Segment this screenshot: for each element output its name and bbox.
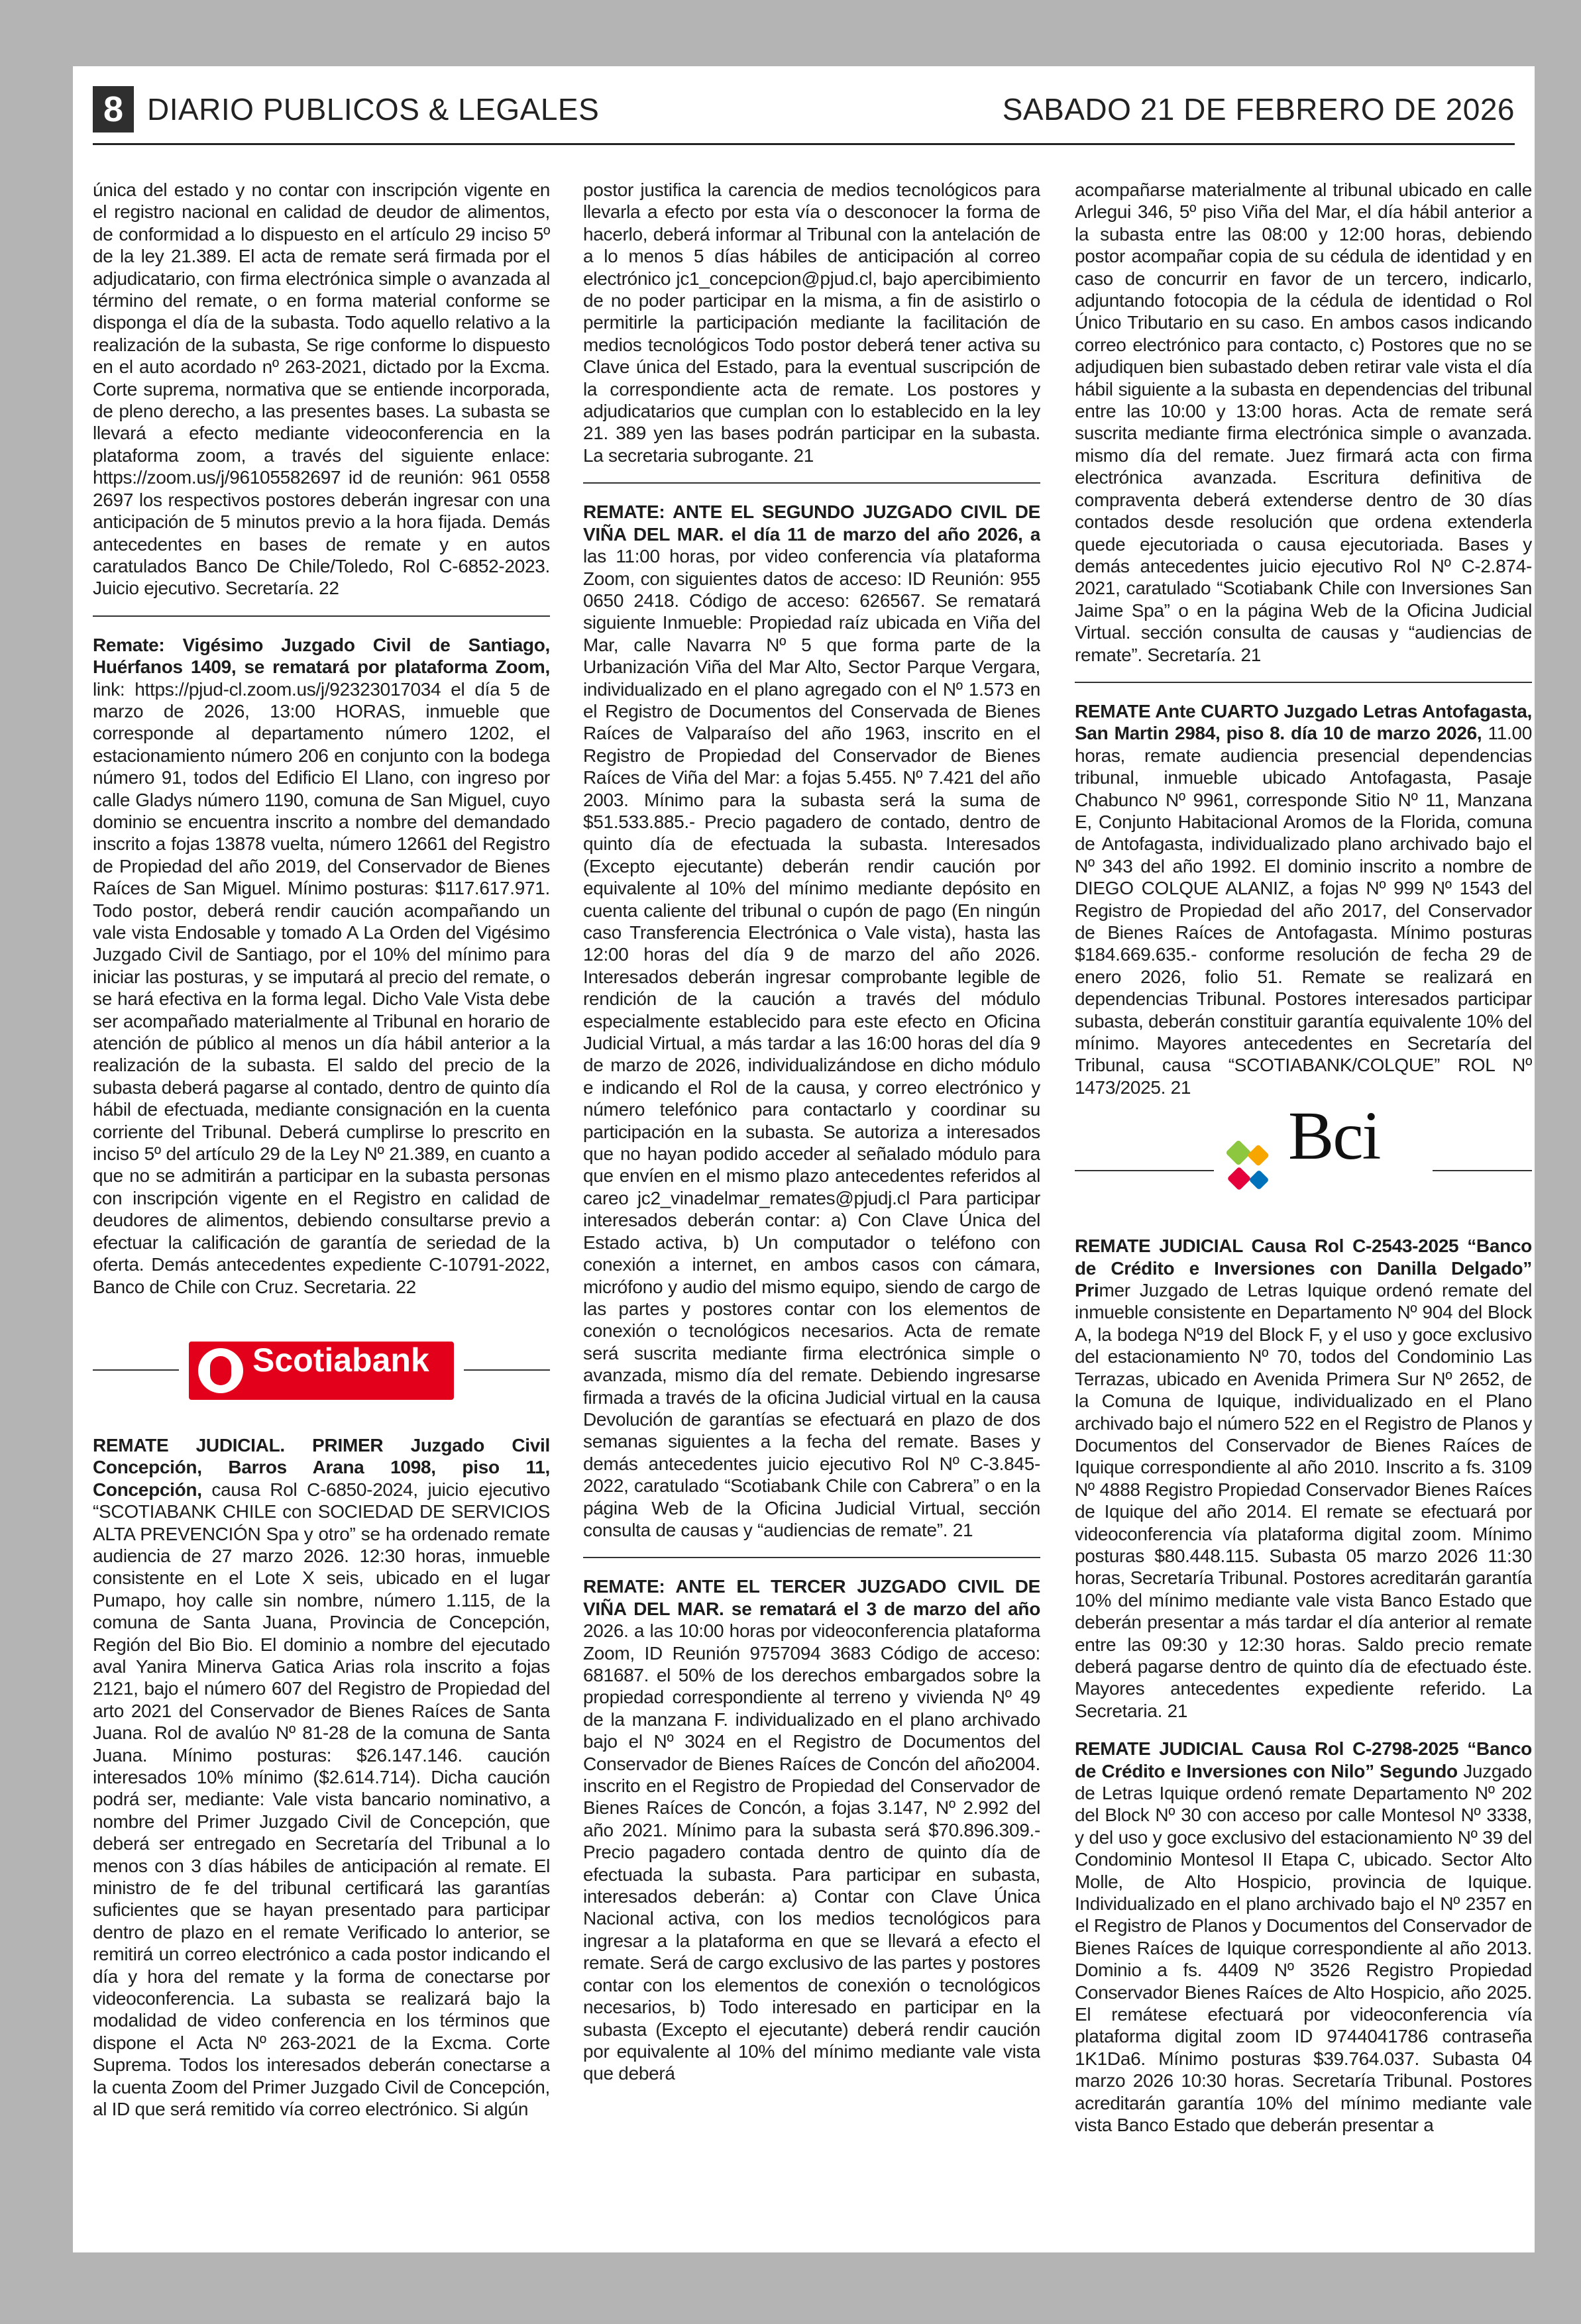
page-header [93, 86, 1515, 132]
notice-primer-concepcion [93, 1434, 550, 2121]
notice-divider [583, 482, 1040, 484]
column-2 [583, 179, 1040, 2233]
notice-vigesimo-santiago [93, 634, 550, 1298]
notice-body: 2026. a las 10:00 horas por videoconferencia plataforma Zoom, ID Reunión 9757094 3683 Código de acceso: 681687. el 50% de los derechos embargados sobre la propiedad correspondiente al terreno y vivienda Nº 49 de la manzana F. individualizado en el plano archivado bajo el Nº 3024 en el Registro de Documentos del Conservador de Bienes Raíces de Concón del año2004. inscrito en el Registro de Propiedad del Conservador de Bienes Raíces de Concón, a fojas 3.147, Nº 2.992 del año 2021. Mínimo para la subasta será $70.896.309.- Precio pagadero contada dentro de quinto día de efectuada la subasta. Para participar en subasta, interesados deberán: a) Contar con Clave Única Nacional activa, con los medios tecnológicos para ingresar a la plataforma en que se llevará a efecto el remate. Será de cargo exclusivo de las partes y postores contar con los elementos de conexión o tecnológicos necesarios, b) Todo interesado en participar en la subasta (Excepto el ejecutante) deberá rendir caución por equivalente al 10% del mínimo mediante vale vista que deberá [583, 1620, 1040, 2084]
notice-bci-nilo [1075, 1738, 1532, 2136]
notice-lead: REMATE JUDICIAL. PRIMER Juzgado Civil Concepción, Barros Arana 1098, piso 11, Concepción, [93, 1434, 550, 1500]
notice-lead: REMATE: ANTE EL TERCER JUZGADO CIVIL DE VIÑA DEL MAR. se rematará el 3 de marzo del año [583, 1576, 1040, 1619]
column-3 [1075, 179, 1532, 2233]
notice-lead: REMATE JUDICIAL Causa Rol C-2543-2025 “Banco de Crédito e Inversiones con Danilla Delgado” Pri [1075, 1236, 1532, 1301]
notice-continuation [93, 179, 550, 600]
notice-segundo-vina [583, 501, 1040, 1541]
notice-divider [93, 615, 550, 617]
notice-lead: REMATE Ante CUARTO Juzgado Letras Antofagasta, San Martin 2984, piso 8. día 10 de marzo 2026, [1075, 700, 1532, 744]
notice-body: acompañarse materialmente al tribunal ubicado en calle Arlegui 346, 5º piso Viña del Mar, el día hábil anterior a la subasta entre las 08:00 y 12:00 horas, debiendo postor acompañar copia de su cédula de identidad y en caso de concurrir en favor de un tercero, indicarlo, adjuntando fotocopia de la cédula de identidad o Rol Único Tributario en su caso. En ambos casos indicando correo electrónico para contacto, c) Postores que no se adjudiquen bien subastado deben retirar vale vista el día hábil siguiente a la subasta en dependencias del tribunal entre las 10:00 y 13:00 horas. Acta de remate será suscrita mediante firma electrónica simple o avanzada. mismo día del remate. Juez firmará acta con firma electrónica avanzada. Escritura definitiva de compraventa deberá extenderse dentro de 30 días contados desde resolución que ordena extenderla quede ejecutoriada o causa ejecutoriada. Bases y demás antecedentes juicio ejecutivo Rol Nº C-2.874-2021, caratulado “Scotiabank Chile con Inversiones San Jaime Spa” o en la página Web de la Oficina Judicial Virtual. sección consulta de causas y “audiencias de remate”. Secretaría. 21 [1075, 180, 1532, 665]
page-number: 8 [93, 86, 134, 132]
notice-body: causa Rol C-6850-2024, juicio ejecutivo “SCOTIABANK CHILE con SOCIEDAD DE SERVICIOS ALTA PREVENCIÓN Spa y otro” se ha ordenado remate audiencia de 27 marzo 2026. 12:30 horas, inmueble consistente en el Lote X seis, ubicado en el lugar Pumapo, hoy calle sin nombre, número 1.115, de la comuna de Santa Juana, Provincia de Concepción, Región del Bio Bio. El dominio a nombre del ejecutado aval Yanira Minerva Gatica Arias rola inscrito a fojas 2121, bajo el número 607 del Registro de Propiedad del arto 2021 del Conservador de Bienes Raíces de Santa Juana. Rol de avalúo Nº 81-28 de la comuna de Santa Juana. Mínimo posturas: $26.147.146. caución interesados 10% mínimo ($2.614.714). Dicha caución podrá ser, mediante: Vale vista bancario nominativo, a nombre del Primer Juzgado Civil de Concepción, que deberá ser entregado en Secretaría del Tribunal a lo menos con 3 días hábiles de anticipación al remate. El ministro de fe del tribunal certificará las garantías suficientes que se hayan presentado para participar dentro de plazo en el remate Verificado lo anterior, se remitirá un correo electrónico a cada postor indicando el día y hora del remate y la forma de conectarse por videoconferencia. La subasta se realizará bajo la modalidad de video conferencia en los términos que dispone el Acta Nº 263-2021 de la Excma. Corte Suprema. Todos los interesados deberán conectarse a la cuenta Zoom del Primer Juzgado Civil de Concepción, al ID que será remitido vía correo electrónico. Si algún [93, 1479, 550, 2120]
publication-title: DIARIO PUBLICOS & LEGALES [147, 92, 600, 127]
logo-rule-right [464, 1369, 550, 1371]
column-1 [93, 179, 550, 2233]
notice-cuarto-antofagasta [1075, 700, 1532, 1098]
notice-lead: REMATE JUDICIAL Causa Rol C-2798-2025 “Banco de Crédito e Inversiones con Nilo” Segundo [1075, 1738, 1532, 1781]
scotiabank-s-icon [198, 1348, 243, 1393]
bci-wordmark: Bci [1288, 1098, 1380, 1175]
publication-date: SABADO 21 DE FEBRERO DE 2026 [1002, 92, 1515, 127]
newspaper-page [73, 66, 1535, 2252]
scotiabank-wordmark: Scotiabank [252, 1341, 429, 1379]
notice-continuation [583, 179, 1040, 466]
logo-rule-left [1075, 1170, 1214, 1171]
notice-continuation [1075, 179, 1532, 666]
notice-body: las 11:00 horas, por video conferencia vía plataforma Zoom, con siguientes datos de acceso: ID Reunión: 955 0650 2418. Código de acceso: 626567. Se rematará siguiente Inmueble: Propiedad raíz ubicada en Viña del Mar, calle Navarra Nº 5 que forma parte de la Urbanización Viña del Mar Alto, Sector Parque Vergara, individualizado en el plano agregado con el Nº 1.573 en el Registro de Documentos del Conservada de Bienes Raíces de Valparaíso del año 1963, inscrito en el Registro de Propiedad del Conservador de Bienes Raíces de Viña del Mar: a fojas 5.455. Nº 7.421 del año 2003. Mínimo para la subasta será la suma de $51.533.885.- Precio pagadero de contado, dentro de quinto día de efectuada la subasta. Interesados (Excepto ejecutante) deberán rendir caución por equivalente al 10% del mínimo mediante depósito en cuenta caliente del tribunal o cupón de pago (En ningún caso Transferencia Electrónica o Vale vista), hasta las 12:00 horas del día 9 de marzo del año 2026. Interesados deberán ingresar comprobante legible de rendición de la caución a través del módulo especialmente establecido para este efecto en Oficina Judicial Virtual, a más tardar a las 16:00 horas del día 9 de marzo de 2026, individualizándose en dicho módulo e indicando el Rol de la causa, y correo electrónico y número telefónico para contactarlo y coordinar su participación en la subasta. Se autoriza a interesados que no hayan podido acceder al señalado módulo para que envíen en el mismo plazo antecedentes referidos al careo jc2_vinadelmar_remates@pjudj.cl Para participar interesados deberán contar: a) Con Clave Única del Estado activa, b) Un computador o teléfono con conexión a internet, en ambos casos con cámara, micrófono y audio del mismo equipo, siendo de cargo de las partes y postores contar con los elementos de conexión o tecnológicos necesarios. Acta de remate será suscrita mediante firma electrónica simple o avanzada, mismo día del remate. Debiendo ingresarse firmada a través de la oficina Judicial virtual en la causa Devolución de garantías se efectuará en plazo de dos semanas siguientes a la fecha del remate. Bases y demás antecedentes juicio ejecutivo Rol Nº C-3.845-2022, caratulado “Scotiabank Chile con Cabrera” o en la página Web de la Oficina Judicial Virtual, sección consulta de causas y “audiencias de remate”. 21 [583, 546, 1040, 1540]
notice-body: link: https://pjud-cl.zoom.us/j/92323017034 el día 5 de marzo de 2026, 13:00 HORAS, inmueble que corresponde al departamento número 1202, el estacionamiento número 206 en conjunto con la bodega número 91, todos del Edificio El Llano, con ingreso por calle Gladys número 1190, comuna de San Miguel, cuyo dominio se encuentra inscrito a nombre del demandado inscrito a fojas 13878 vuelta, número 12661 del Registro de Propiedad del año 2019, del Conservador de Bienes Raíces de San Miguel. Mínimo posturas: $117.617.971. Todo postor, deberá rendir caución acompañando un vale vista Endosable y tomado A La Orden del Vigésimo Juzgado Civil de Santiago, por el 10% del mínimo para iniciar las posturas, y se imputará al precio del remate, o se hará efectiva en la forma legal. Dicho Vale Vista debe ser acompañado materialmente al Tribunal en horario de atención de público al menos un día hábil anterior a la realización de la subasta. El saldo del precio de la subasta deberá pagarse al contado, dentro de quinto día hábil de efectuada, mediante consignación en la cuenta corriente del Tribunal. Deberá cumplirse lo prescrito en inciso 5º del artículo 29 de la Ley Nº 21.389, en cuanto a que no se admitirán a participar en la subasta personas con inscripción vigente en el Registro en calidad de deudores de alimentos, debiendo consultarse previo a efectuar la calificación de garantía de seriedad de la oferta. Demás antecedentes expediente C-10791-2022, Banco de Chile con Cruz. Secretaria. 22 [93, 678, 550, 1297]
bci-logo-banner [1075, 1098, 1532, 1227]
notice-tercer-vina [583, 1575, 1040, 2084]
notice-body: Juzgado de Letras Iquique ordenó remate Departamento Nº 202 del Block Nº 30 con acceso por calle Montesol Nº 3338, y del uso y goce exclusivo del estacionamiento Nº 39 del Condominio Montesol II Etapa C, ubicado. Sector Alto Molle, de Alto Hospicio, provincia de Iquique. Individualizado en el plano archivado bajo el Nº 2357 en el Registro de Planos y Documentos del Conservador de Bienes Raíces de Iquique correspondiente al año 2013. Dominio a fs. 4409 Nº 3526 Registro Propiedad Conservador Bienes Raíces de Alto Hospicio, año 2025. El remátese efectuará por videoconferencia vía plataforma digital zoom ID 9744041786 contraseña 1K1Da6. Mínimo posturas $39.764.037. Subasta 04 marzo 2026 10:30 horas. Secretaría Tribunal. Postores acreditarán garantía 10% del mínimo mediante vale vista Banco Estado que deberán presentar a [1075, 1760, 1532, 2136]
scotiabank-logo [189, 1342, 454, 1400]
bci-mark-icon [1224, 1139, 1287, 1199]
notice-lead: Remate: Vigésimo Juzgado Civil de Santiago, Huérfanos 1409, se rematará por plataforma Zoom, [93, 634, 550, 678]
notice-bci-danilla [1075, 1235, 1532, 1722]
notice-body: mer Juzgado de Letras Iquique ordenó remate del inmueble consistente en Departamento Nº 904 del Block A, la bodega Nº19 del Block F, y el uso y goce exclusivo del estacionamiento Nº 70, todos del Condominio Las Terrazas, ubicado en Avenida Primera Sur Nº 2652, de la Comuna de Iquique, individualizado en el Plano archivado bajo el número 522 en el Registro de Planos y Documentos del Conservador de Bienes Raíces de Iquique correspondiente al año 2010. Inscrito a fs. 3109 Nº 4888 Registro Propiedad Conservador Bienes Raíces de Iquique del año 2014. El remate se efectuará por videoconferencia vía plataforma digital zoom. Mínimo posturas $80.448.115. Subasta 05 marzo 2026 11:30 horas, Secretaría Tribunal. Postores acreditarán garantía 10% del mínimo mediante vale vista Banco Estado que deberán presentar a más tardar el día anterior al remate entre las 09:30 y 12:30 horas. Saldo precio remate deberá pagarse dentro de quinto día de efectuado éste. Mayores antecedentes expediente referido. La Secretaria. 21 [1075, 1280, 1532, 1721]
notice-lead: REMATE: ANTE EL SEGUNDO JUZGADO CIVIL DE VIÑA DEL MAR. el día 11 de marzo del año 2026, a [583, 502, 1040, 545]
notice-body: postor justifica la carencia de medios tecnológicos para llevarla a efecto por esta vía o desconocer la forma de hacerlo, deberá informar al Tribunal con la antelación de a lo menos 5 días hábiles de anticipación al correo electrónico jc1_concepcion@pjud.cl, bajo apercibimiento de no poder participar en la misma, a fin de asistirlo o permitirle la participación mediante la facilitación de medios tecnológicos Todo postor deberá tener activa su Clave única del Estado, para la eventual suscripción de la correspondiente acta de remate. Los postores y adjudicatarios que cumplan con lo establecido en la ley 21. 389 yen las bases podrán participar en la subasta. La secretaria subrogante. 21 [583, 180, 1040, 466]
scotiabank-logo-banner [93, 1314, 550, 1426]
logo-rule-left [93, 1369, 179, 1371]
notice-divider [1075, 682, 1532, 683]
notice-body: única del estado y no contar con inscripción vigente en el registro nacional en calidad de deudor de alimentos, de conformidad a lo dispuesto en el artículo 29 inciso 5º de la ley 21.389. El acta de remate será firmada por el adjudicatario, con firma electrónica simple o avanzada al término del remate, o en forma material conforme se disponga el día de la subasta. Todo aquello relativo a la realización de la subasta, Se rige conforme lo dispuesto en el auto acordado nº 263-2021, dictado por la Excma. Corte suprema, normativa que se entiende incorporada, de pleno derecho, a las presentes bases. La subasta se llevará a efecto mediante videoconferencia en la plataforma zoom, a través del siguiente enlace: https://zoom.us/j/96105582697 id de reunión: 961 0558 2697 los respectivos postores deberán ingresar con una anticipación de 5 minutos previo a la hora fijada. Demás antecedentes en bases de remate y en autos caratulados Banco De Chile/Toledo, Rol C-6852-2023. Juicio ejecutivo. Secretaría. 22 [93, 180, 550, 599]
header-rule [93, 143, 1515, 145]
notice-body: 11.00 horas, remate audiencia presencial dependencias tribunal, inmueble ubicado Antofagasta, Pasaje Chabunco Nº 9961, corresponde Sitio Nº 11, Manzana E, Conjunto Habitacional Aromos de la Florida, comuna de Antofagasta, individualizado plano archivado bajo el Nº 343 del año 1992. El dominio inscrito a nombre de DIEGO COLQUE ALANIZ, a fojas Nº 999 Nº 1543 del Registro de Propiedad del año 2017, del Conservador de Bienes Raíces de Antofagasta. Mínimo posturas $184.669.635.- conforme resolución de fecha 29 de enero 2026, folio 51. Remate se realizará en dependencias Tribunal. Postores interesados participar subasta, deberán constituir garantía equivalente 10% del mínimo. Mayores antecedentes en Secretaría del Tribunal, causa “SCOTIABANK/COLQUE” ROL Nº 1473/2025. 21 [1075, 723, 1532, 1098]
logo-rule-right [1433, 1170, 1532, 1171]
notice-divider [583, 1557, 1040, 1558]
